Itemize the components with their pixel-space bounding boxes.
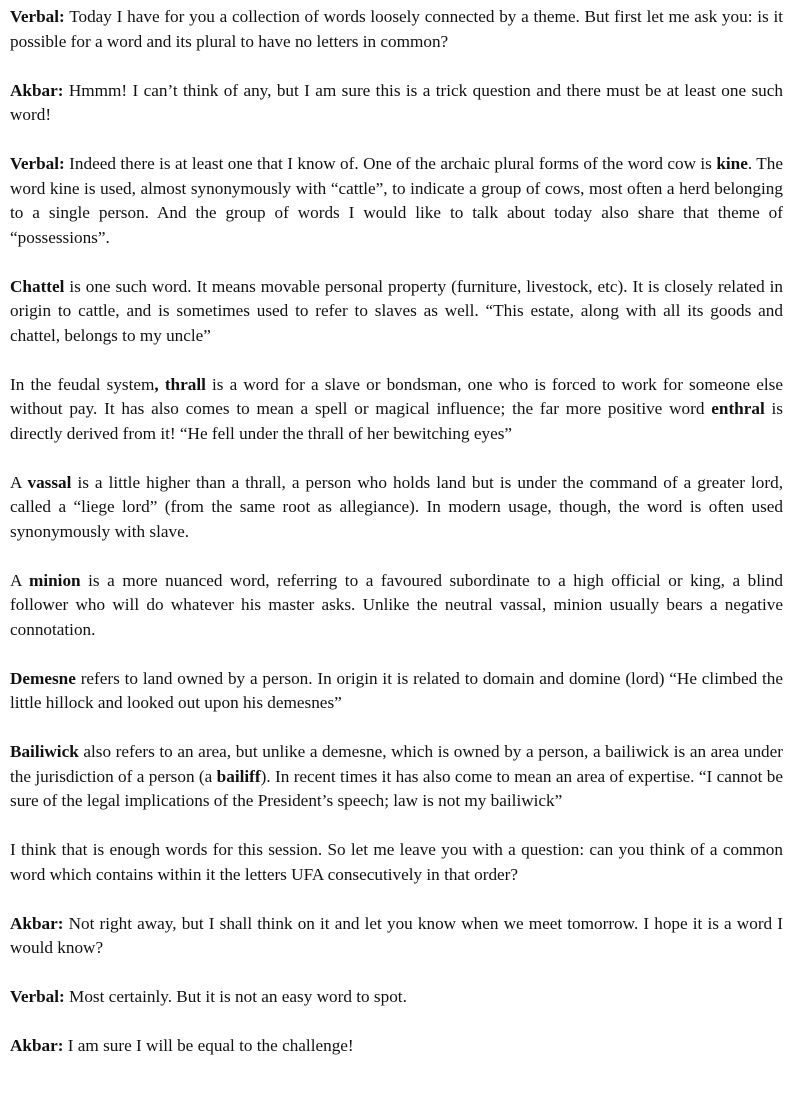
document-body <box>10 5 783 1083</box>
text-run: is a more nuanced word, referring to a favoured subordinate to a high official or king, a blind follower who will do whatever his master asks. Unlike the neutral vassal, minion usually bears a negative connotation. <box>10 570 784 639</box>
text-run: Indeed there is at least one that I know of. One of the archaic plural forms of the word cow is <box>64 154 717 173</box>
paragraph <box>10 740 783 814</box>
bold-term: Akbar: <box>10 80 64 100</box>
bold-term: enthral <box>711 399 765 418</box>
text-run: also refers to an area, but unlike a demesne, which is owned by a person, a bailiwick is an area under the jurisdiction of a person (a <box>10 742 783 786</box>
text-run: Most certainly. But it is not an easy word to spot. <box>64 987 407 1006</box>
bold-term: , thrall <box>154 374 206 394</box>
paragraph <box>10 838 783 887</box>
paragraph <box>10 569 783 643</box>
bold-term: Verbal: <box>10 154 65 173</box>
paragraph <box>10 912 783 961</box>
bold-term: Chattel <box>10 276 65 296</box>
bold-term: Bailiwick <box>10 742 79 761</box>
text-run: is directly derived from it! “He fell under the thrall of her bewitching eyes” <box>10 399 783 443</box>
paragraph <box>10 985 783 1010</box>
text-run: . The word kine is used, almost synonymously with “cattle”, to indicate a group of cows, most often a herd belonging to a single person. And the group of words I would like to talk about today also share that theme of “possessions”. <box>10 154 783 247</box>
bold-term: Akbar: <box>10 1036 64 1055</box>
bold-term: kine <box>716 154 748 173</box>
text-run: Today I have for you a collection of words loosely connected by a theme. But first let me ask you: is it possible for a word and its plural to have no letters in common? <box>10 7 783 51</box>
text-run: is a word for a slave or bondsman, one who is forced to work for someone else without pay. It has also comes to mean a spell or magical influence; the far more positive word <box>10 374 783 418</box>
paragraph <box>10 373 783 447</box>
paragraph <box>10 152 783 250</box>
text-run: In the feudal system <box>10 374 155 394</box>
bold-term: Verbal: <box>10 7 65 26</box>
bold-term: Akbar: <box>10 913 64 933</box>
bold-term: minion <box>29 570 81 590</box>
text-run: is one such word. It means movable personal property (furniture, livestock, etc). It is closely related in origin to cattle, and is sometimes used to refer to slaves as well. “This estate, along with all its goods and chattel, belongs to my uncle” <box>10 276 783 345</box>
paragraph <box>10 471 783 545</box>
paragraph <box>10 667 783 716</box>
bold-term: vassal <box>27 472 72 492</box>
paragraph <box>10 275 783 349</box>
text-run: A <box>10 472 28 492</box>
text-run: I think that is enough words for this session. So let me leave you with a question: can you think of a common word which contains within it the letters UFA consecutively in that order? <box>10 840 783 884</box>
text-run: refers to land owned by a person. In origin it is related to domain and domine (lord) “He climbed the little hillock and looked out upon his demesnes” <box>10 668 783 712</box>
text-run: Not right away, but I shall think on it and let you know when we meet tomorrow. I hope it is a word I would know? <box>10 913 783 957</box>
text-run: Hmmm! I can’t think of any, but I am sure this is a trick question and there must be at least one such word! <box>10 80 783 124</box>
text-run: I am sure I will be equal to the challenge! <box>63 1036 354 1055</box>
paragraph <box>10 1034 783 1059</box>
bold-term: Demesne <box>10 668 76 688</box>
text-run: ). In recent times it has also come to mean an area of expertise. “I cannot be sure of the legal implications of the President’s speech; law is not my bailiwick” <box>10 766 783 810</box>
bold-term: Verbal: <box>10 987 65 1006</box>
paragraph <box>10 79 783 128</box>
bold-term: bailiff <box>216 766 261 786</box>
paragraph <box>10 5 783 54</box>
text-run: A <box>10 570 30 590</box>
text-run: is a little higher than a thrall, a person who holds land but is under the command of a greater lord, called a “liege lord” (from the same root as allegiance). In modern usage, though, the word is often used synonymously with slave. <box>10 472 783 541</box>
